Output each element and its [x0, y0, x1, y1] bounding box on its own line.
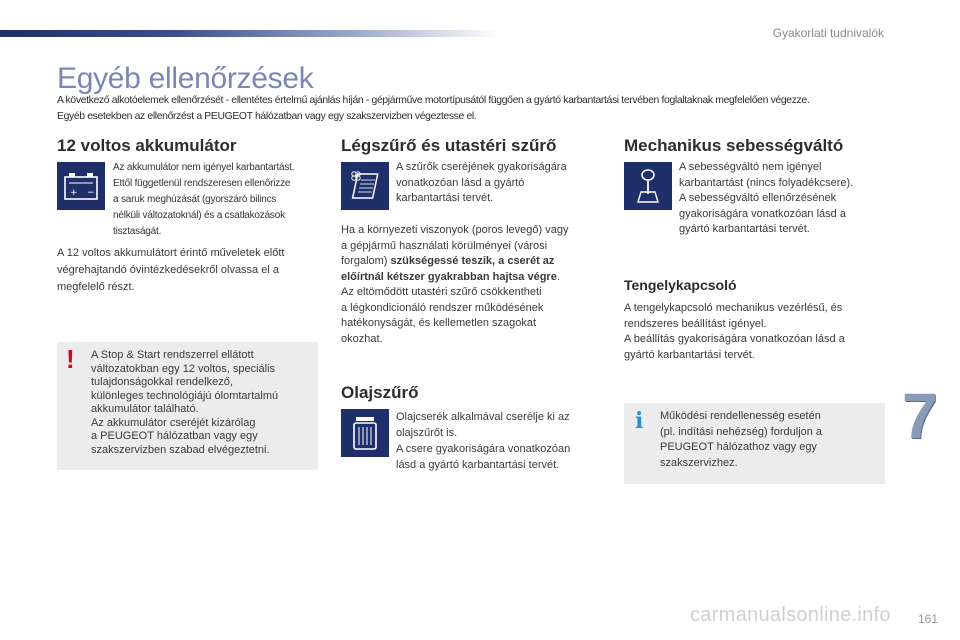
warning-line: tulajdonságokkal rendelkező,	[91, 376, 233, 388]
info-line: (pl. indítási nehézség) forduljon a	[660, 425, 823, 438]
warning-line: különleges technológiájú ólomtartalmú	[91, 389, 279, 402]
warning-text	[91, 349, 313, 457]
section-header: Gyakorlati tudnivalók	[772, 26, 884, 40]
warning-box	[57, 342, 318, 470]
info-line: Működési rendellenesség esetén	[660, 410, 821, 422]
battery-body-line: megfelelő részt.	[57, 281, 135, 293]
oil-line: olajszűrőt is.	[396, 427, 458, 439]
exclamation-icon: !	[66, 344, 75, 374]
battery-body-line: végrehajtandó óvintézkedésekről olvassa el a	[57, 264, 279, 276]
intro-line: Egyéb esetekben az ellenőrzést a PEUGEOT hálózatban vagy egy szakszervizben végeztesse el.	[57, 111, 477, 122]
filter-body-line: .	[556, 270, 560, 283]
lever-line: A tengelykapcsoló mechanikus vezérlésű, és	[624, 302, 843, 314]
gearbox-description	[679, 160, 889, 238]
battery-icon	[57, 162, 105, 210]
battery-line: a saruk meghúzását (gyorszáró bilincs	[113, 194, 277, 205]
filter-body-line: Az eltömődött utastéri szűrő csökkentheti	[341, 286, 542, 298]
filter-line: vonatkozóan lásd a gyártó	[396, 176, 525, 189]
oil-filter-icon	[341, 409, 389, 457]
air-filter-icon	[341, 162, 389, 210]
lever-title: Tengelykapcsoló	[624, 277, 737, 293]
oil-line: lásd a gyártó karbantartási tervét.	[396, 459, 560, 471]
oil-filter-title: Olajszűrő	[341, 383, 419, 402]
gearbox-line: A sebességváltó ellenőrzésének	[679, 192, 837, 204]
filter-body	[341, 223, 611, 347]
page-number: 161	[917, 612, 938, 626]
battery-title: 12 voltos akkumulátor	[57, 136, 237, 155]
info-line: PEUGEOT hálózathoz vagy egy	[660, 441, 817, 453]
oil-line: Olajcserék alkalmával cserélje ki az	[396, 411, 570, 423]
warning-line: szakszervizben szabad elvégeztetni.	[91, 443, 270, 456]
info-line: szakszervizhez.	[660, 456, 738, 469]
filter-body-line: a légkondicionáló rendszer működésének	[341, 301, 544, 314]
intro-line: A következő alkotóelemek ellenőrzését - ellentétes értelmű ajánlás híján - gépjárműve motortípusától függően a gyártó karbantartási tervében foglaltaknak megfelelően végezze.	[57, 95, 810, 106]
lever-description	[624, 301, 894, 363]
battery-line: tisztaságát.	[113, 226, 162, 237]
svg-text:+: +	[70, 188, 78, 198]
gearbox-line: karbantartást (nincs folyadékcsere).	[679, 176, 854, 189]
watermark: carmanualsonline.info	[690, 604, 891, 626]
filter-body-line: hatékonyságát, és kellemetlen szagokat	[341, 317, 537, 329]
filter-line: karbantartási tervét.	[396, 192, 494, 204]
gearbox-line: A sebességváltó nem igényel	[679, 161, 822, 173]
warning-line: a PEUGEOT hálózatban vagy egy	[91, 430, 258, 442]
gearbox-line: gyakoriságára vonatkozóan lásd a	[679, 207, 846, 220]
warning-line: A Stop & Start rendszerrel ellátott	[91, 349, 254, 361]
filter-body-line: okozhat.	[341, 332, 383, 345]
filter-description	[396, 160, 606, 207]
intro-text	[57, 93, 897, 125]
warning-line: akkumulátor található.	[91, 403, 199, 415]
filter-body-line: forgalom)	[341, 255, 391, 267]
page-title: Egyéb ellenőrzések	[57, 62, 314, 95]
gear-lever-icon	[624, 162, 672, 210]
warning-line: Az akkumulátor cseréjét kizárólag	[91, 416, 256, 429]
filter-body-emphasis: szükségessé teszik, a cserét az	[390, 255, 555, 267]
header-gradient-bar	[0, 30, 500, 37]
filter-body-line: a gépjármű használati körülményei (városi	[341, 239, 548, 252]
battery-body	[57, 245, 327, 296]
oil-line: A csere gyakoriságára vonatkozóan	[396, 443, 571, 455]
gearbox-title: Mechanikus sebességváltó	[624, 136, 844, 155]
lever-line: A beállítás gyakoriságára vonatkozóan lásd a	[624, 333, 845, 345]
battery-line: nélküli változatoknál) és a csatlakozások	[113, 210, 285, 221]
info-icon: i	[635, 408, 644, 434]
lever-line: rendszeres beállítást igényel.	[624, 317, 767, 330]
chapter-number: 7	[902, 380, 938, 452]
battery-body-line: A 12 voltos akkumulátort érintő műveletek előtt	[57, 247, 285, 259]
filter-title: Légszűrő és utastéri szűrő	[341, 136, 557, 155]
svg-text:−: −	[87, 188, 95, 198]
oil-filter-description	[396, 409, 606, 473]
filter-body-line: Ha a környezeti viszonyok (poros levegő) vagy	[341, 224, 569, 236]
filter-line: A szűrők cseréjének gyakoriságára	[396, 161, 567, 173]
filter-body-emphasis: előírtnál kétszer gyakrabban hajtsa végre	[341, 270, 557, 283]
battery-line: Ettől függetlenül rendszeresen ellenőrizze	[113, 178, 291, 189]
gearbox-line: gyártó karbantartási tervét.	[679, 223, 810, 235]
info-box	[624, 403, 885, 484]
info-text	[660, 409, 880, 471]
battery-description	[113, 160, 323, 240]
warning-line: változatokban egy 12 voltos, speciális	[91, 362, 276, 375]
lever-line: gyártó karbantartási tervét.	[624, 348, 755, 361]
battery-line: Az akkumulátor nem igényel karbantartást.	[113, 162, 295, 173]
